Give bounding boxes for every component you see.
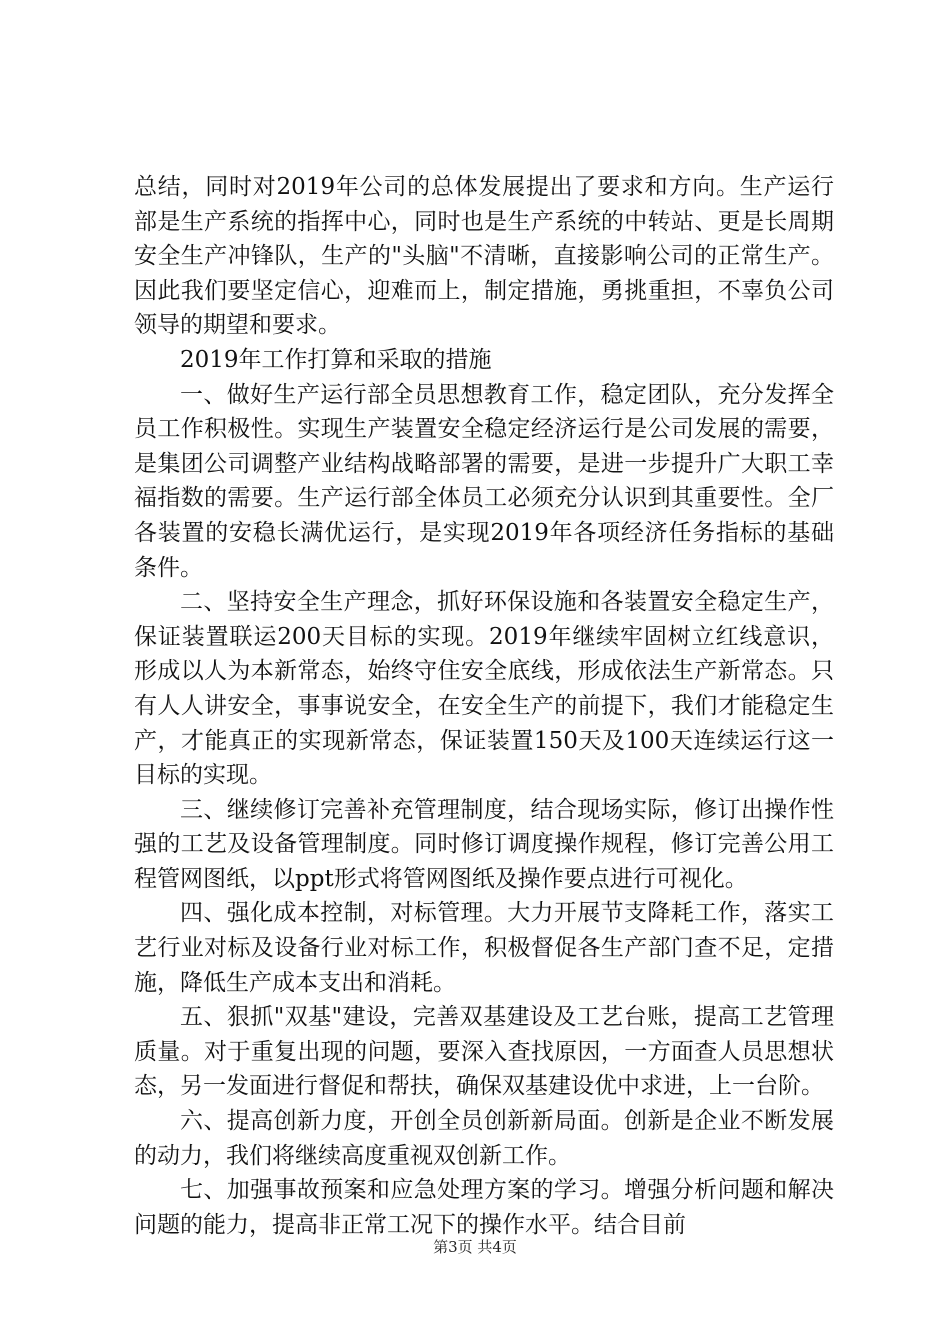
paragraph-item-7: 七、加强事故预案和应急处理方案的学习。增强分析问题和解决问题的能力，提高非正常工况下的操作水平。结合目前 — [134, 1177, 834, 1238]
paragraph-item-2: 二、坚持安全生产理念，抓好环保设施和各装置安全稳定生产，保证装置联运200天目标的实现。2019年继续牢固树立红线意识，形成以人为本新常态，始终守住安全底线，形成依法生产新常态。只有人人讲安全，事事说安全，在安全生产的前提下，我们才能稳定生产，才能真正的实现新常态，保证装置150天及100天连续运行这一目标的实现。 — [134, 589, 834, 789]
paragraph-intro-continued: 总结，同时对2019年公司的总体发展提出了要求和方向。生产运行部是生产系统的指挥中心，同时也是生产系统的中转站、更是长周期安全生产冲锋队，生产的"头脑"不清晰，直接影响公司的正常生产。因此我们要坚定信心，迎难而上，制定措施，勇挑重担，不辜负公司领导的期望和要求。 — [134, 174, 834, 339]
paragraph-item-1: 一、做好生产运行部全员思想教育工作，稳定团队，充分发挥全员工作积极性。实现生产装置安全稳定经济运行是公司发展的需要，是集团公司调整产业结构战略部署的需要，是进一步提升广大职工幸福指数的需要。生产运行部全体员工必须充分认识到其重要性。全厂各装置的安稳长满优运行，是实现2019年各项经济任务指标的基础条件。 — [134, 381, 834, 581]
paragraph-item-3: 三、继续修订完善补充管理制度，结合现场实际，修订出操作性强的工艺及设备管理制度。同时修订调度操作规程，修订完善公用工程管网图纸，以ppt形式将管网图纸及操作要点进行可视化。 — [134, 796, 834, 892]
paragraph-item-5: 五、狠抓"双基"建设，完善双基建设及工艺台账，提高工艺管理质量。对于重复出现的问题，要深入查找原因，一方面查人员思想状态，另一发面进行督促和帮扶，确保双基建设优中求进，上一台阶。 — [134, 1004, 834, 1100]
paragraph-item-6: 六、提高创新力度，开创全员创新新局面。创新是企业不断发展的动力，我们将继续高度重视双创新工作。 — [134, 1108, 834, 1169]
page-number-footer: 第3页 共4页 — [433, 1238, 517, 1256]
section-heading: 2019年工作打算和采取的措施 — [180, 346, 492, 373]
document-body — [134, 170, 834, 1242]
paragraph-item-4: 四、强化成本控制，对标管理。大力开展节支降耗工作，落实工艺行业对标及设备行业对标工作，积极督促各生产部门查不足，定措施，降低生产成本支出和消耗。 — [134, 900, 834, 996]
